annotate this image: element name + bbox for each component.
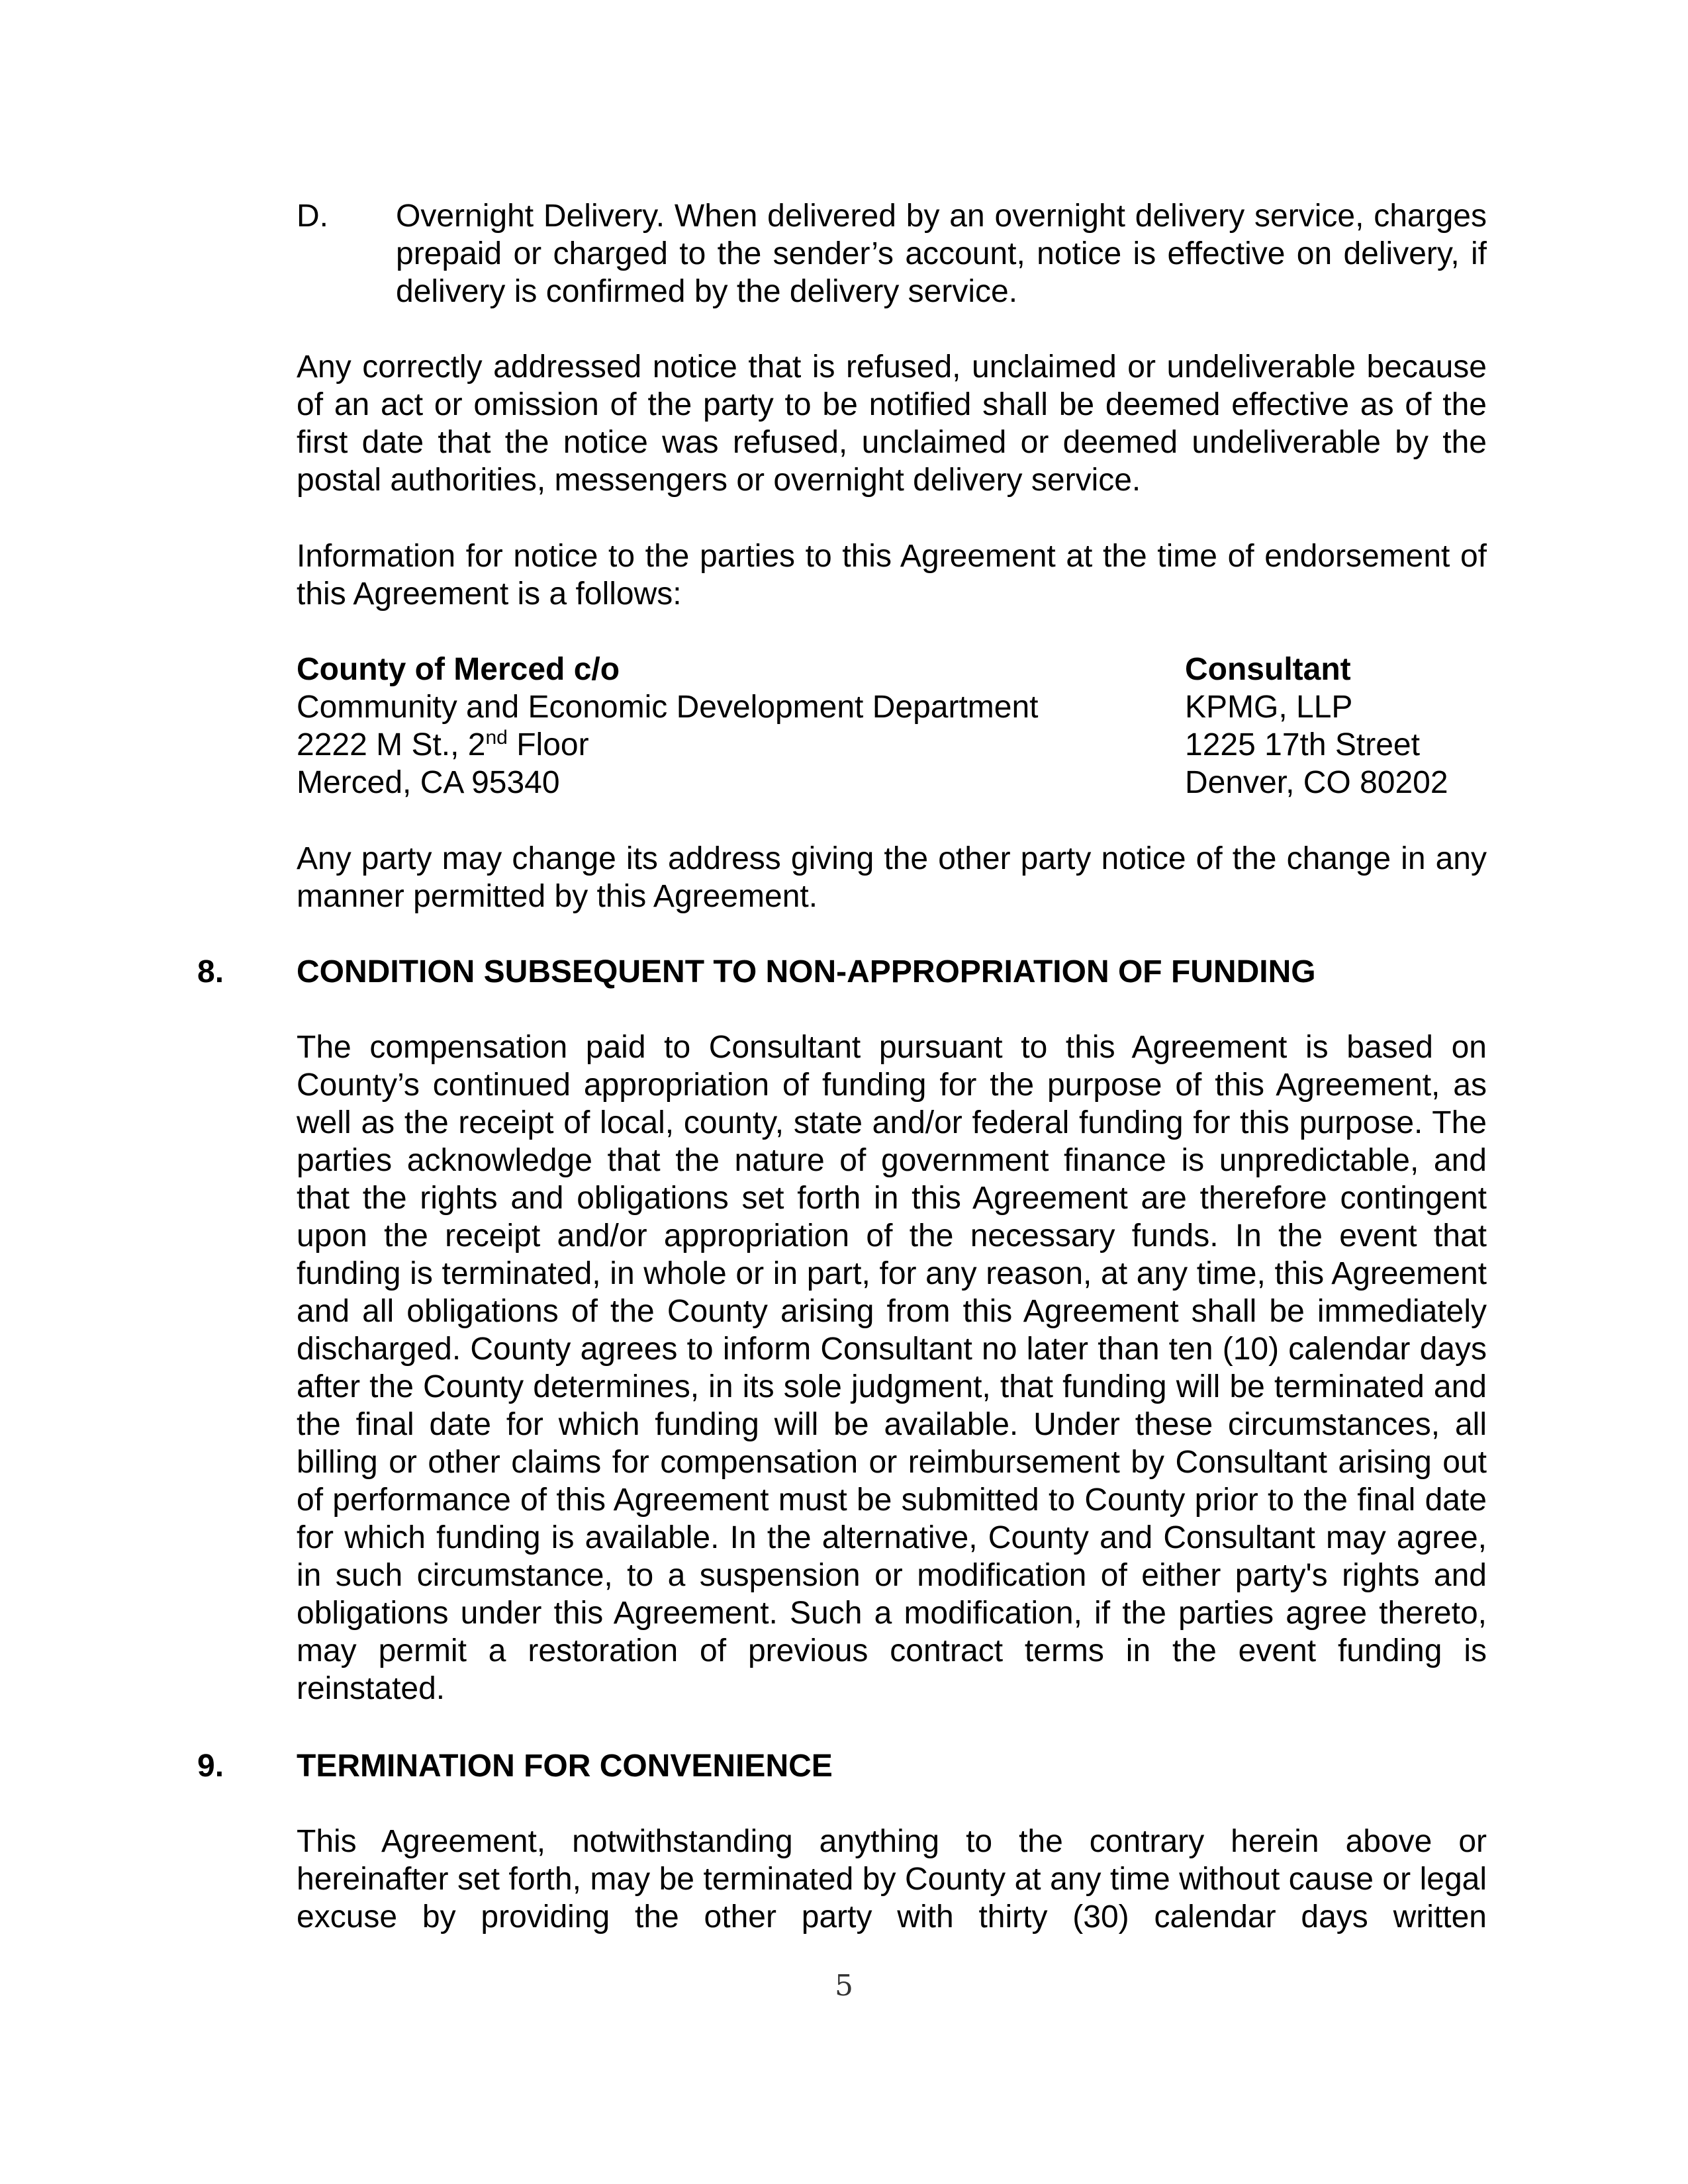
county-heading: County of Merced c/o [297, 652, 620, 687]
consultant-name: KPMG, LLP [1185, 690, 1353, 725]
page-number: 5 [835, 1969, 853, 2003]
county-address-block [297, 651, 1157, 801]
section-8-body: The compensation paid to Consultant pursuant to this Agreement is based on County’s continued appropriation of funding for the purpose of this Agreement, as well as the receipt of local, county, state and/or federal funding for this purpose. The parties acknowledge that the nature of government finance is unpredictable, and that the rights and obligations set forth in this Agreement are therefore contingent upon the receipt and/or appropriation of the necessary funds. In the event that funding is terminated, in whole or in part, for any reason, at any time, this Agreement and all obligations of the County arising from this Agreement shall be immediately discharged. County agrees to inform Consultant no later than ten (10) calendar days after the County determines, in its sole judgment, that funding will be terminated and the final date for which funding will be available. Under these circumstances, all billing or other claims for compensation or reimbursement by Consultant arising out of performance of this Agreement must be submitted to County prior to the final date for which funding is available. In the alternative, County and Consultant may agree, in such circumstance, to a suspension or modification of either party's rights and obligations under this Agreement. Such a modification, if the parties agree thereto, may permit a restoration of previous contract terms in the event funding is reinstated. [297, 1030, 1487, 1706]
list-item-letter: D. [297, 199, 328, 234]
notice-info-paragraph: Information for notice to the parties to this Agreement at the time of endorsement of this Agreement is a follows: [297, 539, 1487, 612]
county-street: 2222 M St., 2nd Floor [297, 727, 589, 762]
section-8-heading: CONDITION SUBSEQUENT TO NON-APPROPRIATION OF FUNDING [297, 954, 1316, 989]
county-city: Merced, CA 95340 [297, 765, 560, 800]
refused-notice-paragraph: Any correctly addressed notice that is refused, unclaimed or undeliverable because of an act or omission of the party to be notified shall be deemed effective as of the first date that the notice was refused, unclaimed or deemed undeliverable by the postal authorities, messengers or overnight delivery service. [297, 349, 1487, 498]
section-9-body: This Agreement, notwithstanding anything to the contrary herein above or hereinafter set forth, may be terminated by County at any time without cause or legal excuse by providing the other party with thirty (30) calendar days written [297, 1824, 1487, 1934]
county-department: Community and Economic Development Department [297, 690, 1039, 725]
overnight-delivery-paragraph: Overnight Delivery. When delivered by an overnight delivery service, charges prepaid or charged to the sender’s account, notice is effective on delivery, if delivery is confirmed by the delivery service. [396, 199, 1487, 309]
section-9-number: 9. [197, 1749, 224, 1784]
consultant-city: Denver, CO 80202 [1185, 765, 1448, 800]
section-9-heading: TERMINATION FOR CONVENIENCE [297, 1749, 833, 1784]
address-change-paragraph: Any party may change its address giving the other party notice of the change in any manner permitted by this Agreement. [297, 841, 1487, 914]
section-8-number: 8. [197, 954, 224, 989]
consultant-heading: Consultant [1185, 652, 1351, 687]
consultant-street: 1225 17th Street [1185, 727, 1420, 762]
consultant-address-block [1185, 651, 1516, 801]
